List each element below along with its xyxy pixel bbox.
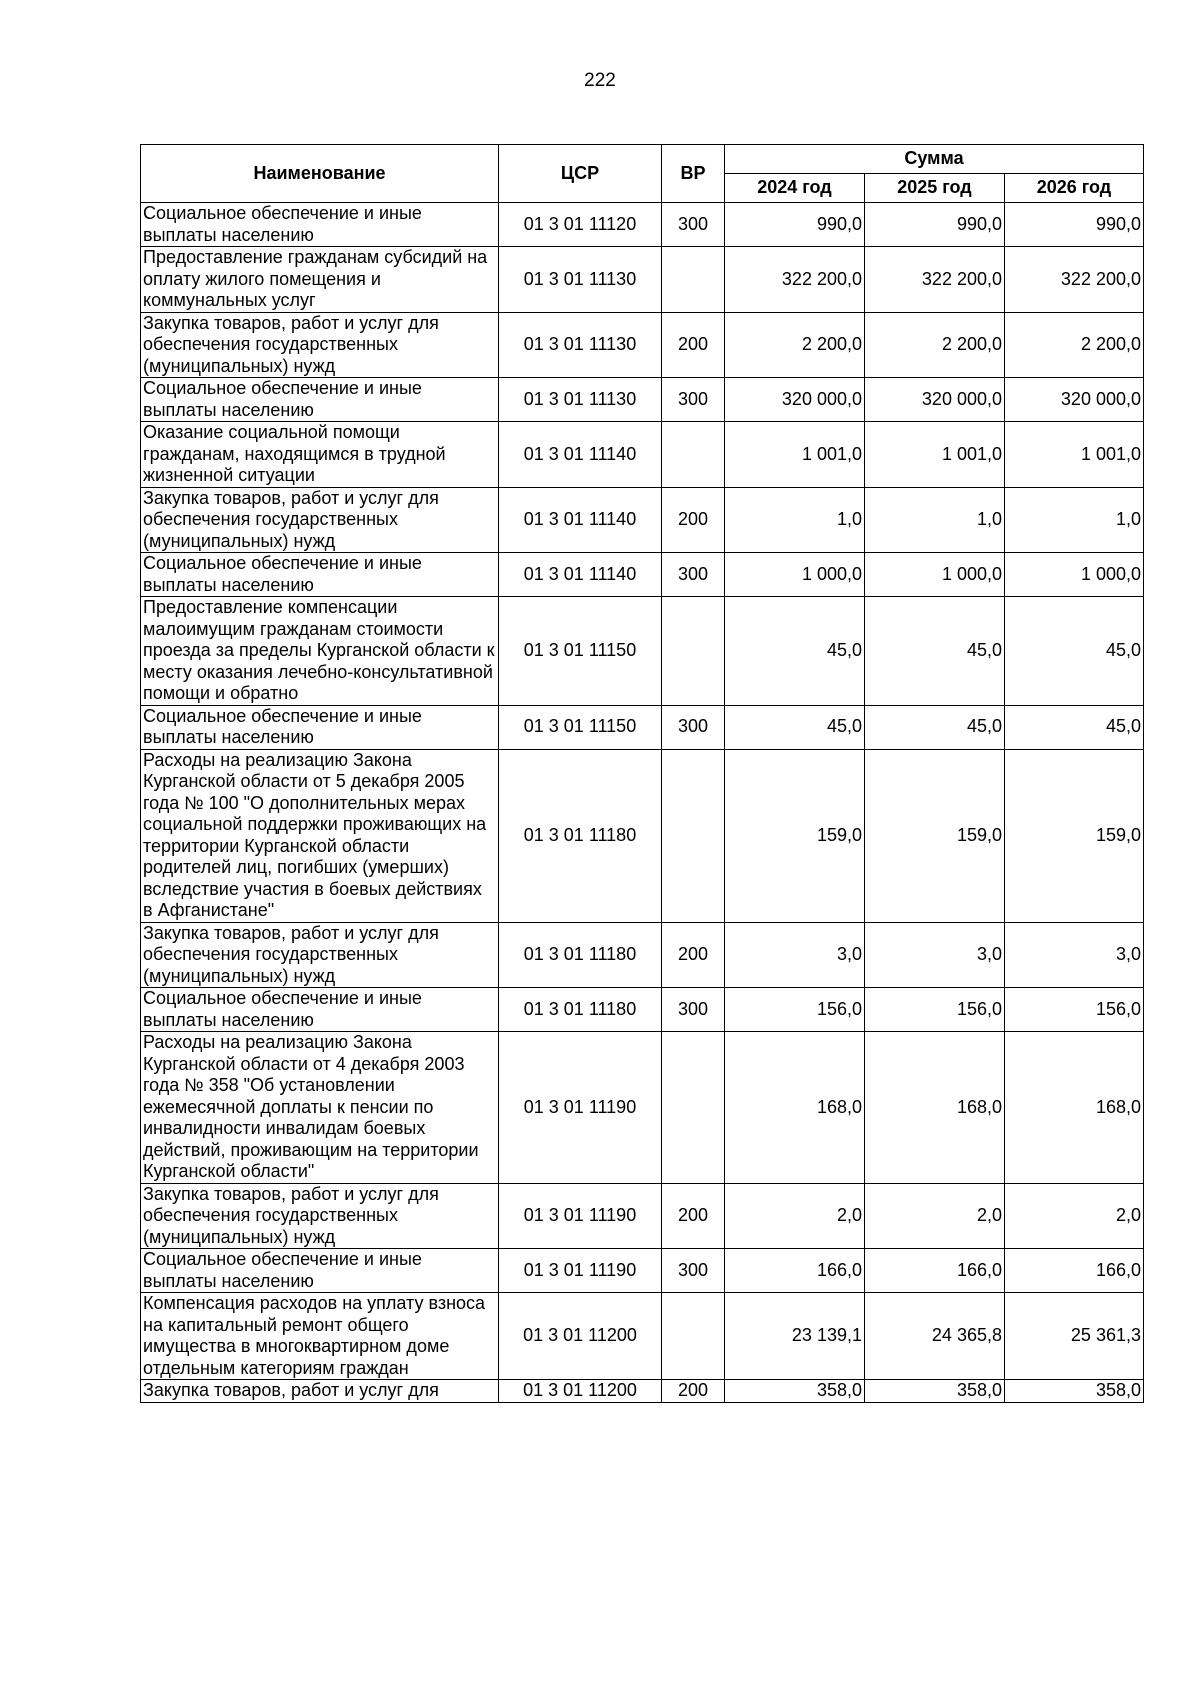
cell-vr	[662, 1293, 725, 1380]
cell-sum-2025: 3,0	[865, 922, 1005, 988]
table-row	[141, 1183, 1144, 1249]
cell-sum-2025: 990,0	[865, 203, 1005, 247]
cell-sum-2024: 2 200,0	[725, 312, 865, 378]
cell-vr: 200	[662, 1183, 725, 1249]
cell-sum-2026: 1 000,0	[1005, 553, 1144, 597]
cell-sum-2024: 1 000,0	[725, 553, 865, 597]
cell-vr: 300	[662, 378, 725, 422]
cell-sum-2024: 2,0	[725, 1183, 865, 1249]
cell-vr: 200	[662, 922, 725, 988]
cell-sum-2025: 322 200,0	[865, 247, 1005, 313]
cell-csr: 01 3 01 11120	[499, 203, 662, 247]
cell-sum-2026: 166,0	[1005, 1249, 1144, 1293]
cell-sum-2024: 1 001,0	[725, 422, 865, 488]
cell-sum-2025: 1 000,0	[865, 553, 1005, 597]
cell-vr	[662, 749, 725, 922]
table-row	[141, 922, 1144, 988]
cell-csr: 01 3 01 11190	[499, 1249, 662, 1293]
cell-sum-2026: 25 361,3	[1005, 1293, 1144, 1380]
cell-sum-2025: 166,0	[865, 1249, 1005, 1293]
cell-sum-2024: 320 000,0	[725, 378, 865, 422]
cell-sum-2026: 168,0	[1005, 1032, 1144, 1184]
cell-name: Социальное обеспечение и иные выплаты населению	[141, 378, 499, 422]
cell-sum-2024: 23 139,1	[725, 1293, 865, 1380]
cell-vr	[662, 422, 725, 488]
table-row	[141, 597, 1144, 706]
cell-sum-2025: 45,0	[865, 705, 1005, 749]
cell-sum-2024: 3,0	[725, 922, 865, 988]
cell-sum-2026: 2,0	[1005, 1183, 1144, 1249]
table-row	[141, 1249, 1144, 1293]
cell-csr: 01 3 01 11150	[499, 705, 662, 749]
cell-name: Расходы на реализацию Закона Курганской области от 5 декабря 2005 года № 100 "О дополнительных мерах социальной поддержки проживающих на территории Курганской области родителей лиц, погибших (умерших) вследствие участия в боевых действиях в Афганистане"	[141, 749, 499, 922]
cell-sum-2026: 358,0	[1005, 1380, 1144, 1403]
cell-name: Расходы на реализацию Закона Курганской области от 4 декабря 2003 года № 358 "Об установлении ежемесячной доплаты к пенсии по инвалидности инвалидам боевых действий, проживающим на территории Курганской области"	[141, 1032, 499, 1184]
cell-sum-2024: 156,0	[725, 988, 865, 1032]
cell-sum-2025: 358,0	[865, 1380, 1005, 1403]
cell-sum-2026: 159,0	[1005, 749, 1144, 922]
cell-csr: 01 3 01 11140	[499, 487, 662, 553]
cell-sum-2025: 320 000,0	[865, 378, 1005, 422]
cell-sum-2025: 156,0	[865, 988, 1005, 1032]
header-csr: ЦСР	[499, 145, 662, 203]
cell-sum-2026: 2 200,0	[1005, 312, 1144, 378]
page-number: 222	[584, 70, 616, 91]
cell-vr: 200	[662, 1380, 725, 1403]
cell-name: Закупка товаров, работ и услуг для обеспечения государственных (муниципальных) нужд	[141, 922, 499, 988]
cell-sum-2024: 990,0	[725, 203, 865, 247]
cell-sum-2024: 168,0	[725, 1032, 865, 1184]
cell-name: Закупка товаров, работ и услуг для обеспечения государственных (муниципальных) нужд	[141, 1183, 499, 1249]
header-sum: Сумма	[725, 145, 1144, 174]
cell-sum-2026: 156,0	[1005, 988, 1144, 1032]
cell-sum-2026: 320 000,0	[1005, 378, 1144, 422]
cell-sum-2025: 1 001,0	[865, 422, 1005, 488]
table-row	[141, 988, 1144, 1032]
header-vr: ВР	[662, 145, 725, 203]
cell-name: Оказание социальной помощи гражданам, находящимся в трудной жизненной ситуации	[141, 422, 499, 488]
cell-name: Предоставление компенсации малоимущим гражданам стоимости проезда за пределы Курганской области к месту оказания лечебно-консультативной помощи и обратно	[141, 597, 499, 706]
cell-name: Компенсация расходов на уплату взноса на капитальный ремонт общего имущества в многоквартирном доме отдельным категориям граждан	[141, 1293, 499, 1380]
cell-csr: 01 3 01 11180	[499, 988, 662, 1032]
cell-csr: 01 3 01 11200	[499, 1380, 662, 1403]
cell-sum-2026: 1 001,0	[1005, 422, 1144, 488]
table-row	[141, 203, 1144, 247]
table-row	[141, 705, 1144, 749]
cell-sum-2026: 1,0	[1005, 487, 1144, 553]
table-row	[141, 312, 1144, 378]
header-year-2026: 2026 год	[1005, 174, 1144, 203]
cell-csr: 01 3 01 11140	[499, 422, 662, 488]
cell-csr: 01 3 01 11190	[499, 1183, 662, 1249]
cell-csr: 01 3 01 11130	[499, 247, 662, 313]
cell-name: Закупка товаров, работ и услуг для обеспечения государственных (муниципальных) нужд	[141, 312, 499, 378]
cell-name: Социальное обеспечение и иные выплаты населению	[141, 553, 499, 597]
cell-name: Закупка товаров, работ и услуг для	[141, 1380, 499, 1403]
cell-vr: 300	[662, 1249, 725, 1293]
cell-sum-2026: 3,0	[1005, 922, 1144, 988]
cell-sum-2026: 990,0	[1005, 203, 1144, 247]
table-row	[141, 1293, 1144, 1380]
cell-csr: 01 3 01 11200	[499, 1293, 662, 1380]
cell-vr: 200	[662, 487, 725, 553]
table-row	[141, 749, 1144, 922]
cell-csr: 01 3 01 11140	[499, 553, 662, 597]
cell-name: Социальное обеспечение и иные выплаты населению	[141, 988, 499, 1032]
table-row	[141, 378, 1144, 422]
cell-sum-2025: 1,0	[865, 487, 1005, 553]
table-body	[141, 203, 1144, 1403]
cell-vr	[662, 247, 725, 313]
header-name: Наименование	[141, 145, 499, 203]
cell-name: Социальное обеспечение и иные выплаты населению	[141, 203, 499, 247]
cell-sum-2025: 24 365,8	[865, 1293, 1005, 1380]
cell-vr	[662, 1032, 725, 1184]
cell-sum-2024: 45,0	[725, 705, 865, 749]
cell-sum-2025: 2,0	[865, 1183, 1005, 1249]
cell-sum-2026: 322 200,0	[1005, 247, 1144, 313]
header-year-2024: 2024 год	[725, 174, 865, 203]
header-year-2025: 2025 год	[865, 174, 1005, 203]
cell-name: Социальное обеспечение и иные выплаты населению	[141, 1249, 499, 1293]
table-row	[141, 247, 1144, 313]
cell-vr: 300	[662, 705, 725, 749]
cell-sum-2024: 45,0	[725, 597, 865, 706]
table-row	[141, 1380, 1144, 1403]
cell-sum-2024: 166,0	[725, 1249, 865, 1293]
cell-vr	[662, 597, 725, 706]
cell-sum-2025: 2 200,0	[865, 312, 1005, 378]
cell-csr: 01 3 01 11180	[499, 749, 662, 922]
budget-table	[140, 144, 1144, 1403]
table-row	[141, 487, 1144, 553]
cell-sum-2024: 1,0	[725, 487, 865, 553]
cell-csr: 01 3 01 11130	[499, 312, 662, 378]
cell-csr: 01 3 01 11190	[499, 1032, 662, 1184]
cell-vr: 300	[662, 553, 725, 597]
cell-sum-2024: 322 200,0	[725, 247, 865, 313]
cell-vr: 300	[662, 203, 725, 247]
cell-csr: 01 3 01 11180	[499, 922, 662, 988]
cell-vr: 200	[662, 312, 725, 378]
cell-sum-2026: 45,0	[1005, 705, 1144, 749]
cell-sum-2025: 45,0	[865, 597, 1005, 706]
cell-sum-2026: 45,0	[1005, 597, 1144, 706]
cell-csr: 01 3 01 11150	[499, 597, 662, 706]
cell-sum-2025: 159,0	[865, 749, 1005, 922]
cell-vr: 300	[662, 988, 725, 1032]
cell-sum-2024: 159,0	[725, 749, 865, 922]
table-row	[141, 1032, 1144, 1184]
cell-sum-2024: 358,0	[725, 1380, 865, 1403]
table-row	[141, 553, 1144, 597]
cell-name: Социальное обеспечение и иные выплаты населению	[141, 705, 499, 749]
cell-sum-2025: 168,0	[865, 1032, 1005, 1184]
cell-name: Предоставление гражданам субсидий на оплату жилого помещения и коммунальных услуг	[141, 247, 499, 313]
cell-name: Закупка товаров, работ и услуг для обеспечения государственных (муниципальных) нужд	[141, 487, 499, 553]
table-row	[141, 422, 1144, 488]
table-header	[141, 145, 1144, 203]
cell-csr: 01 3 01 11130	[499, 378, 662, 422]
